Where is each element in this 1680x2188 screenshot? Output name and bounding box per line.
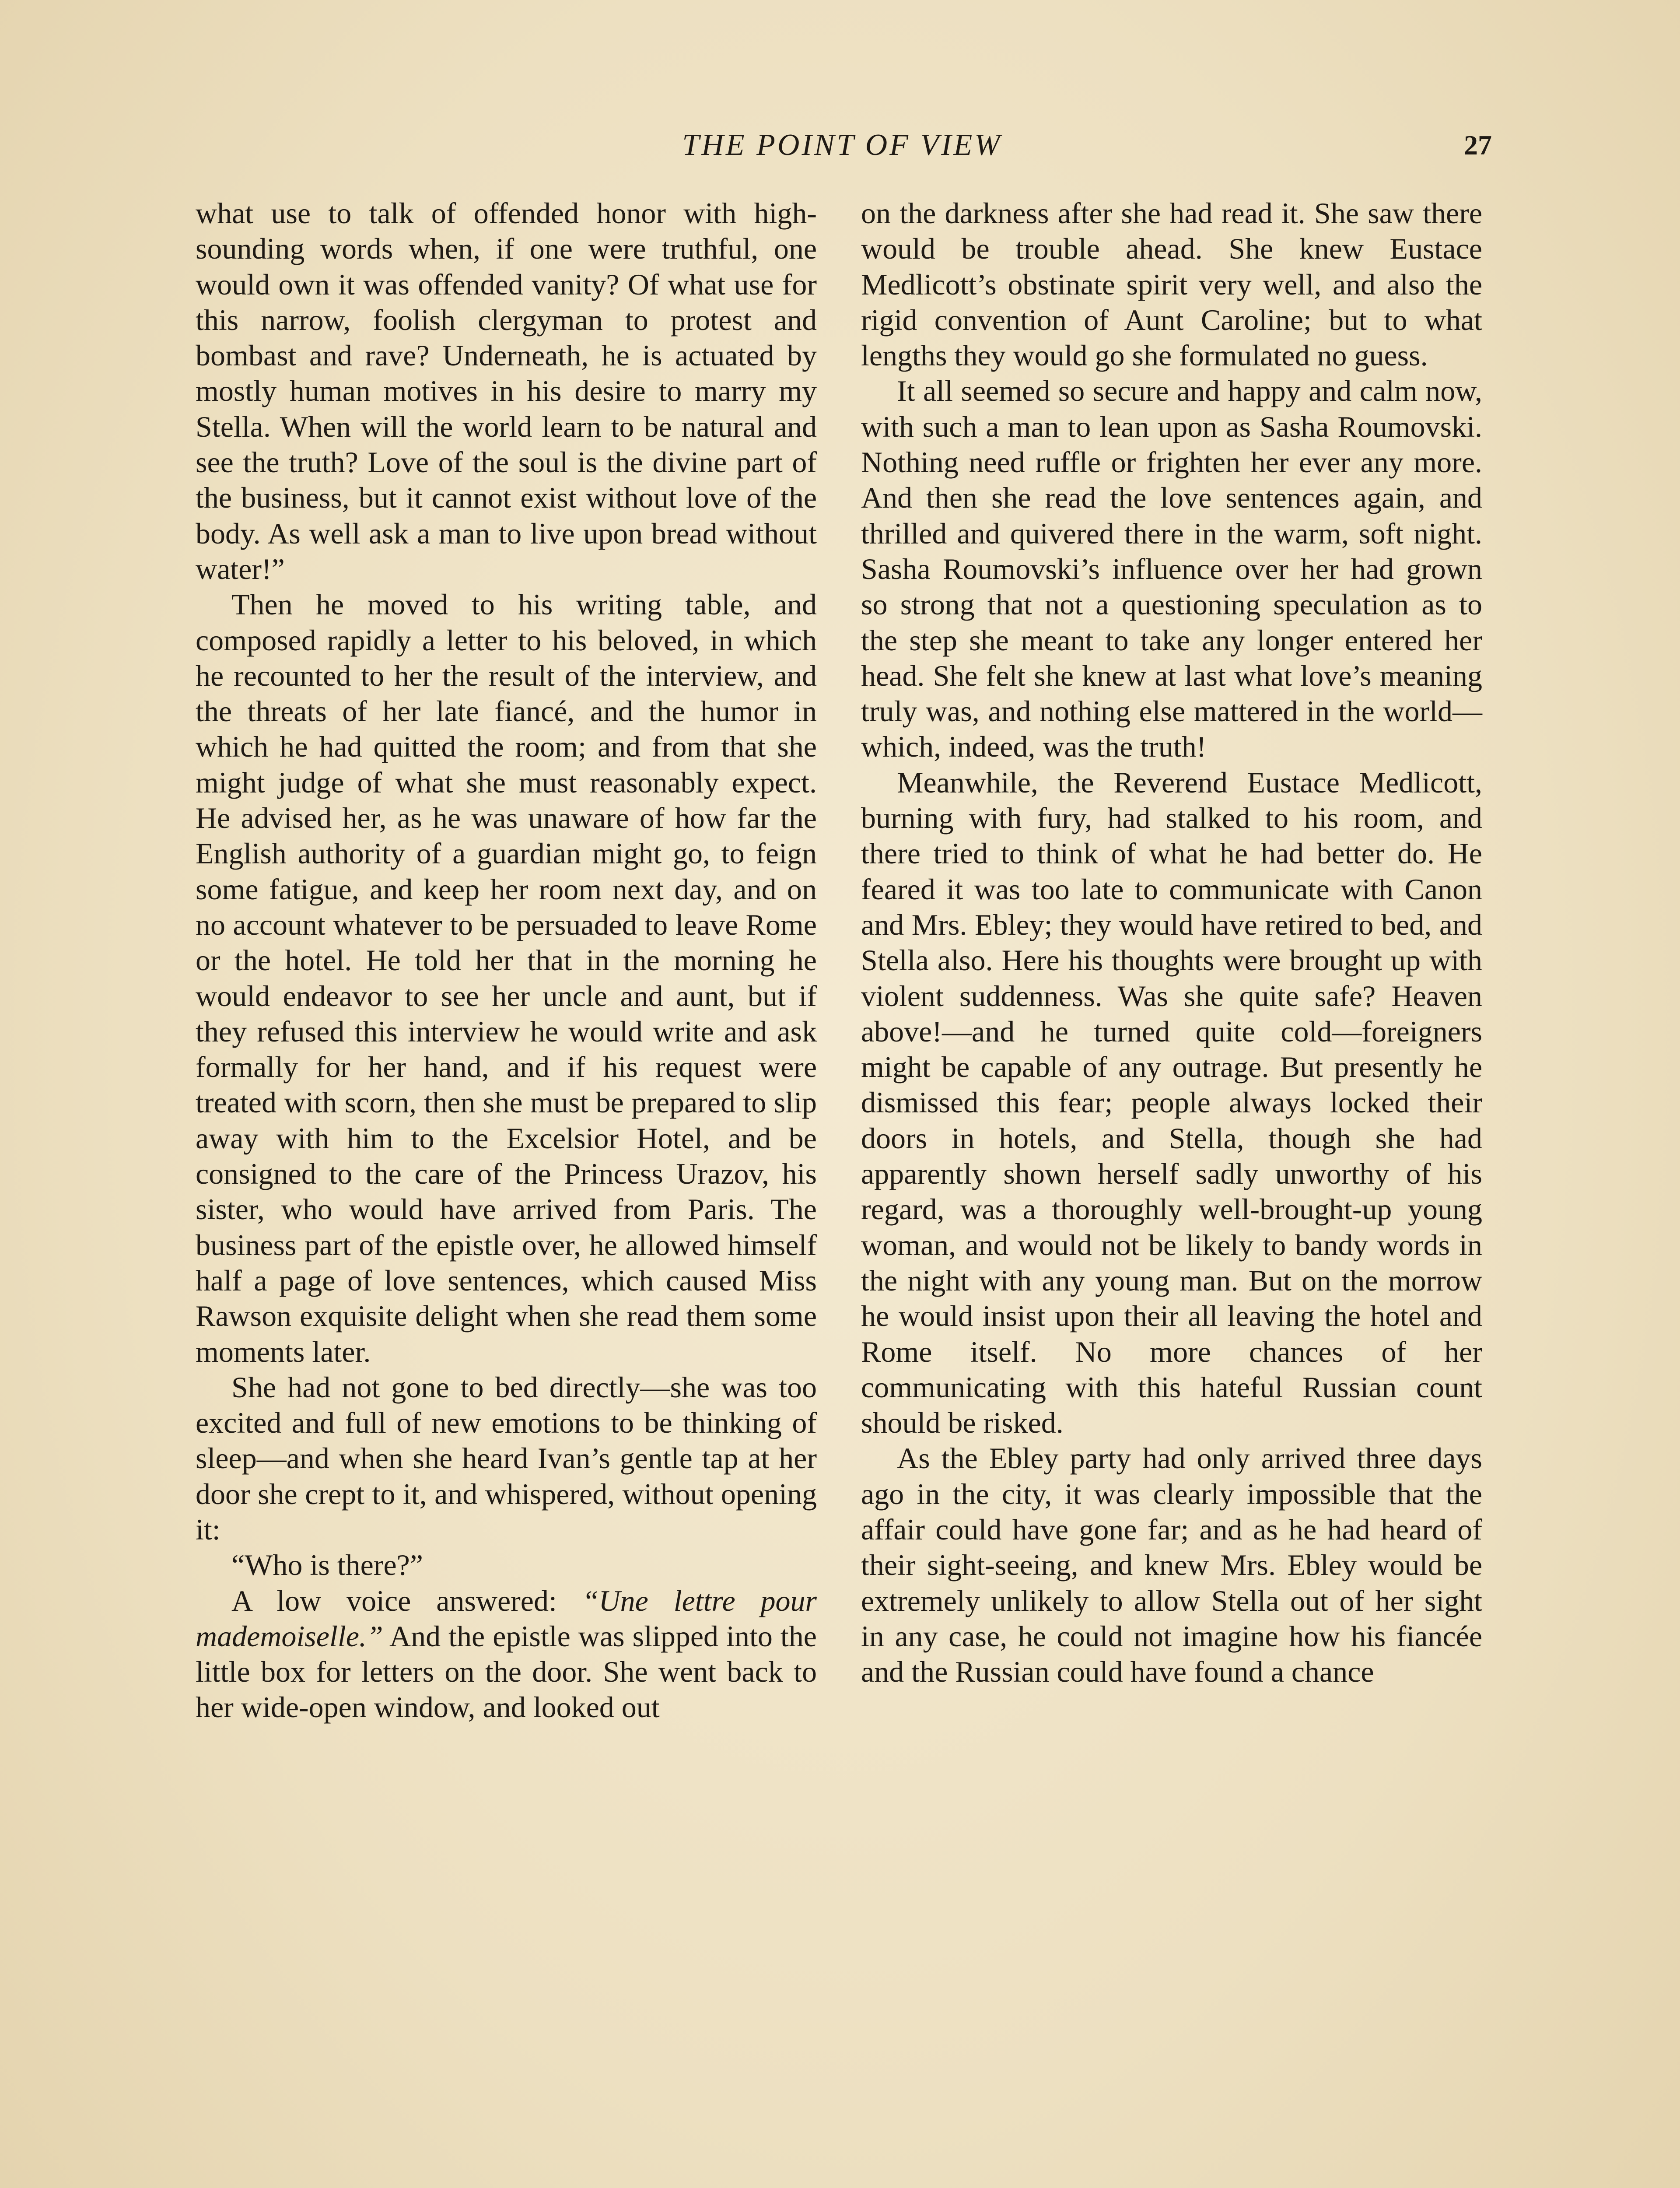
running-header [192,123,1492,172]
right-text-column [861,196,1482,1690]
paragraph: She had not gone to bed directly—she was too excited and full of new emotions to be thinking of sleep—and when she heard Ivan’s gentle tap at her door she crept to it, and whispered, without opening it: [196,1370,817,1546]
paragraph [196,1583,817,1725]
paragraph-text: A low voice answered: [231,1584,582,1617]
paragraph: on the darkness after she had read it. She saw there would be trouble ahead. She knew Eustace Medlicott’s obstinate spirit very well, and also the rigid convention of Aunt Caroline; but to what lengths they would go she formulated no guess. [861,196,1482,372]
paragraph: Then he moved to his writing table, and composed rapidly a letter to his beloved, in which he recounted to her the result of the interview, and the threats of her late fiancé, and the humor in which he had quitted the room; and from that she might judge of what she must reasonably expect. He advised her, as he was unaware of how far the English authority of a guardian might go, to feign some fatigue, and keep her room next day, and on no account whatever to be persuaded to leave Rome or the hotel. He told her that in the morning he would endeavor to see her uncle and aunt, but if they refused this interview he would write and ask formally for her hand, and if his request were treated with scorn, then she must be prepared to slip away with him to the Excelsior Hotel, and be consigned to the care of the Princess Urazov, his sister, who would have arrived from Paris. The business part of the epistle over, he allowed himself half a page of love sentences, which caused Miss Rawson exquisite delight when she read them some moments later. [196,588,817,1368]
paragraph: what use to talk of offended honor with high-sounding words when, if one were truthful, one would own it was offended vanity? Of what use for this narrow, foolish clergyman to protest and bombast and rave? Underneath, he is actuated by mostly human motives in his desire to marry my Stella. When will the world learn to be natural and see the truth? Love of the soul is the divine part of the business, but it cannot exist without love of the body. As well ask a man to live upon bread without water!” [196,196,817,586]
paragraph-text: And the epistle was slipped into the little box for letters on the door. She went back to her wide-open window, and looked out [196,1619,817,1724]
french-phrase: “Une lettre pour mademoiselle.” [196,1584,817,1653]
paragraph: Meanwhile, the Reverend Eustace Medlicott, burning with fury, had stalked to his room, and there tried to think of what he had better do. He feared it was too late to communicate with Canon and Mrs. Ebley; they would have retired to bed, and Stella also. Here his thoughts were brought up with violent suddenness. Was she quite safe? Heaven above!—and he turned quite cold—foreigners might be capable of any outrage. But presently he dismissed this fear; people always locked their doors in hotels, and Stella, though she had apparently shown herself sadly unworthy of his regard, was a thoroughly well-brought-up young woman, and would not be likely to bandy words in the night with any young man. But on the morrow he would insist upon their all leaving the hotel and Rome itself. No more chances of her communicating with this hateful Russian count should be risked. [861,765,1482,1440]
left-text-column [196,196,817,1725]
running-title: THE POINT OF VIEW [682,128,1002,162]
paragraph: As the Ebley party had only arrived three days ago in the city, it was clearly impossible that the affair could have gone far; and as he had heard of their sight-seeing, and knew Mrs. Ebley would be extremely unlikely to allow Stella out of her sight in any case, he could not imagine how his fiancée and the Russian could have found a chance [861,1441,1482,1689]
paragraph: It all seemed so secure and happy and calm now, with such a man to lean upon as Sasha Roumovski. Nothing need ruffle or frighten her ever any more. And then she read the love sentences again, and thrilled and quivered there in the warm, soft night. Sasha Roumovski’s influence over her had grown so strong that not a questioning speculation as to the step she meant to take any longer entered her head. She felt she knew at last what love’s meaning truly was, and nothing else mattered in the world—which, indeed, was the truth! [861,374,1482,764]
paragraph: “Who is there?” [231,1548,423,1582]
page-number: 27 [1464,130,1492,161]
